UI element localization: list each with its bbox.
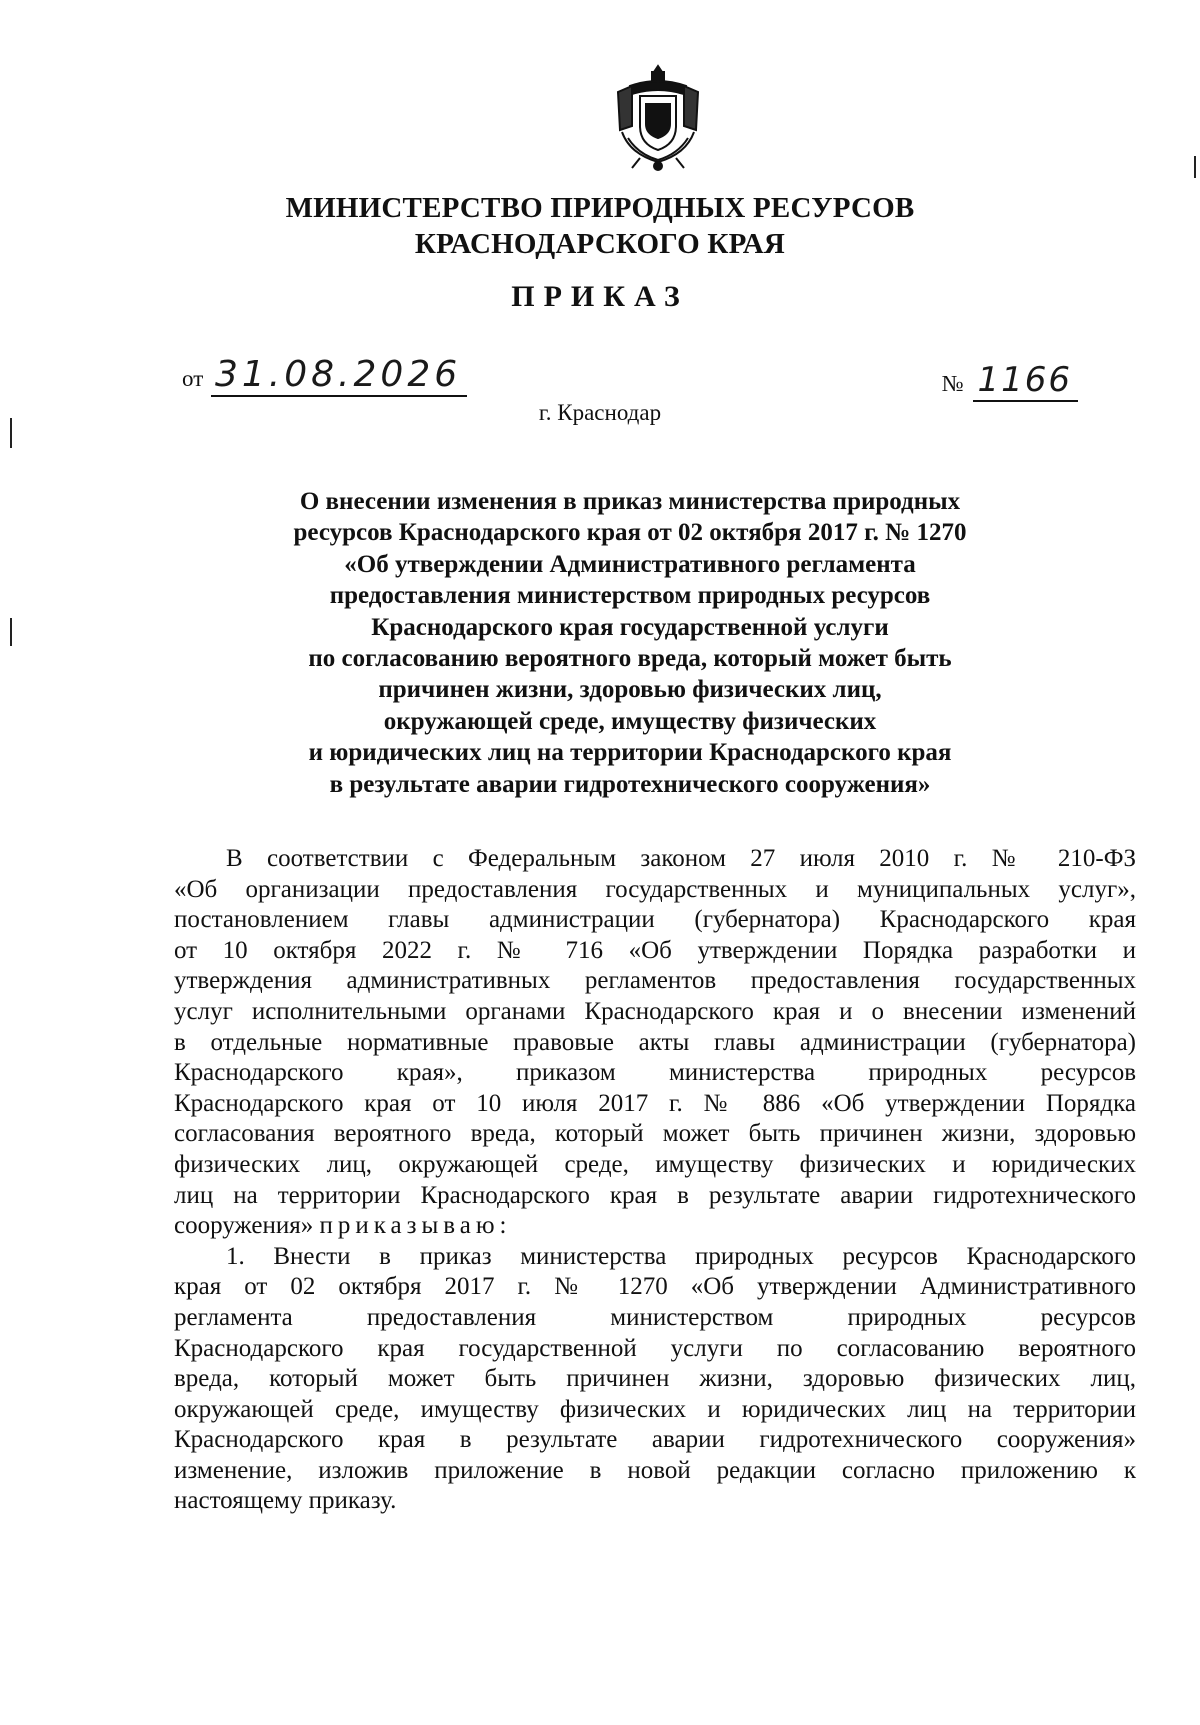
preamble-paragraph xyxy=(174,844,1136,1242)
date-value: 31.08.2026 xyxy=(211,354,467,397)
body-line: края от 02 октября 2017 г. № 1270 «Об утверждении Административного xyxy=(174,1273,1136,1301)
body-line: окружающей среде, имуществу физических и юридических лиц на территории xyxy=(174,1395,1136,1423)
body-line: утверждения административных регламентов предоставления государственных xyxy=(174,967,1136,995)
ministry-name-line1: МИНИСТЕРСТВО ПРИРОДНЫХ РЕСУРСОВ xyxy=(285,192,915,224)
body-line: лиц на территории Краснодарского края в результате аварии гидротехнического xyxy=(174,1181,1136,1209)
title-line: «Об утверждении Административного регламента xyxy=(344,550,916,578)
ministry-name xyxy=(0,190,1200,262)
body-line: Краснодарского края», приказом министерства природных ресурсов xyxy=(174,1059,1136,1087)
document-type: ПРИКАЗ xyxy=(511,280,689,313)
order-body xyxy=(174,844,1136,1517)
title-line: окружающей среде, имуществу физических xyxy=(383,707,877,735)
order-number xyxy=(942,360,1078,402)
scan-edge-mark xyxy=(10,618,12,646)
body-line: от 10 октября 2022 г. № 716 «Об утверждении Порядка разработки и xyxy=(174,936,1136,964)
coat-of-arms-icon xyxy=(610,62,706,174)
body-line: Краснодарского края от 10 июля 2017 г. № 886 «Об утверждении Порядка xyxy=(174,1089,1136,1117)
clause-1-paragraph xyxy=(174,1242,1136,1517)
title-line: и юридических лиц на территории Краснодарского края xyxy=(308,739,952,767)
title-line: в результате аварии гидротехнического сооружения» xyxy=(329,770,931,798)
title-line: по согласованию вероятного вреда, который может быть xyxy=(308,645,952,673)
order-date xyxy=(182,354,467,397)
body-line-text: сооружения» xyxy=(174,1212,314,1240)
title-line: ресурсов Краснодарского края от 02 октября 2017 г. № 1270 xyxy=(293,519,967,547)
body-line: в отдельные нормативные правовые акты главы администрации (губернатора) xyxy=(174,1028,1136,1056)
title-line: предоставления министерством природных ресурсов xyxy=(329,582,931,610)
body-line: Краснодарского края государственной услуги по согласованию вероятного xyxy=(174,1334,1136,1362)
order-title xyxy=(230,486,1030,800)
scan-edge-mark xyxy=(1194,156,1196,178)
city: г. Краснодар xyxy=(538,400,662,425)
body-line xyxy=(174,1211,1136,1242)
ordering-word: приказываю: xyxy=(319,1212,512,1240)
date-label: от xyxy=(182,366,204,391)
body-line: настоящему приказу. xyxy=(174,1487,397,1515)
body-line: изменение, изложив приложение в новой редакции согласно приложению к xyxy=(174,1456,1136,1484)
body-line: физических лиц, окружающей среде, имуществу физических и юридических xyxy=(174,1150,1136,1178)
number-value: 1166 xyxy=(973,360,1078,402)
body-line: Краснодарского края в результате аварии гидротехнического сооружения» xyxy=(174,1426,1136,1454)
body-line: регламента предоставления министерством природных ресурсов xyxy=(174,1303,1136,1331)
scan-edge-mark xyxy=(10,418,12,448)
body-line: услуг исполнительными органами Краснодарского края и о внесении изменений xyxy=(174,997,1136,1025)
body-line: В соответствии с Федеральным законом 27 июля 2010 г. № 210-ФЗ xyxy=(226,845,1136,872)
title-line: О внесении изменения в приказ министерства природных xyxy=(299,488,961,515)
number-label: № xyxy=(941,371,964,396)
title-line: Краснодарского края государственной услуги xyxy=(371,613,889,641)
body-line: 1. Внести в приказ министерства природных ресурсов Краснодарского xyxy=(226,1242,1136,1270)
body-line: согласования вероятного вреда, который может быть причинен жизни, здоровью xyxy=(174,1120,1136,1148)
body-line: вреда, который может быть причинен жизни, здоровью физических лиц, xyxy=(174,1365,1136,1393)
ministry-name-line2: КРАСНОДАРСКОГО КРАЯ xyxy=(414,228,786,260)
title-line: причинен жизни, здоровью физических лиц, xyxy=(378,676,882,704)
body-line: «Об организации предоставления государственных и муниципальных услуг», xyxy=(174,875,1136,903)
body-line: постановлением главы администрации (губернатора) Краснодарского края xyxy=(174,906,1136,934)
